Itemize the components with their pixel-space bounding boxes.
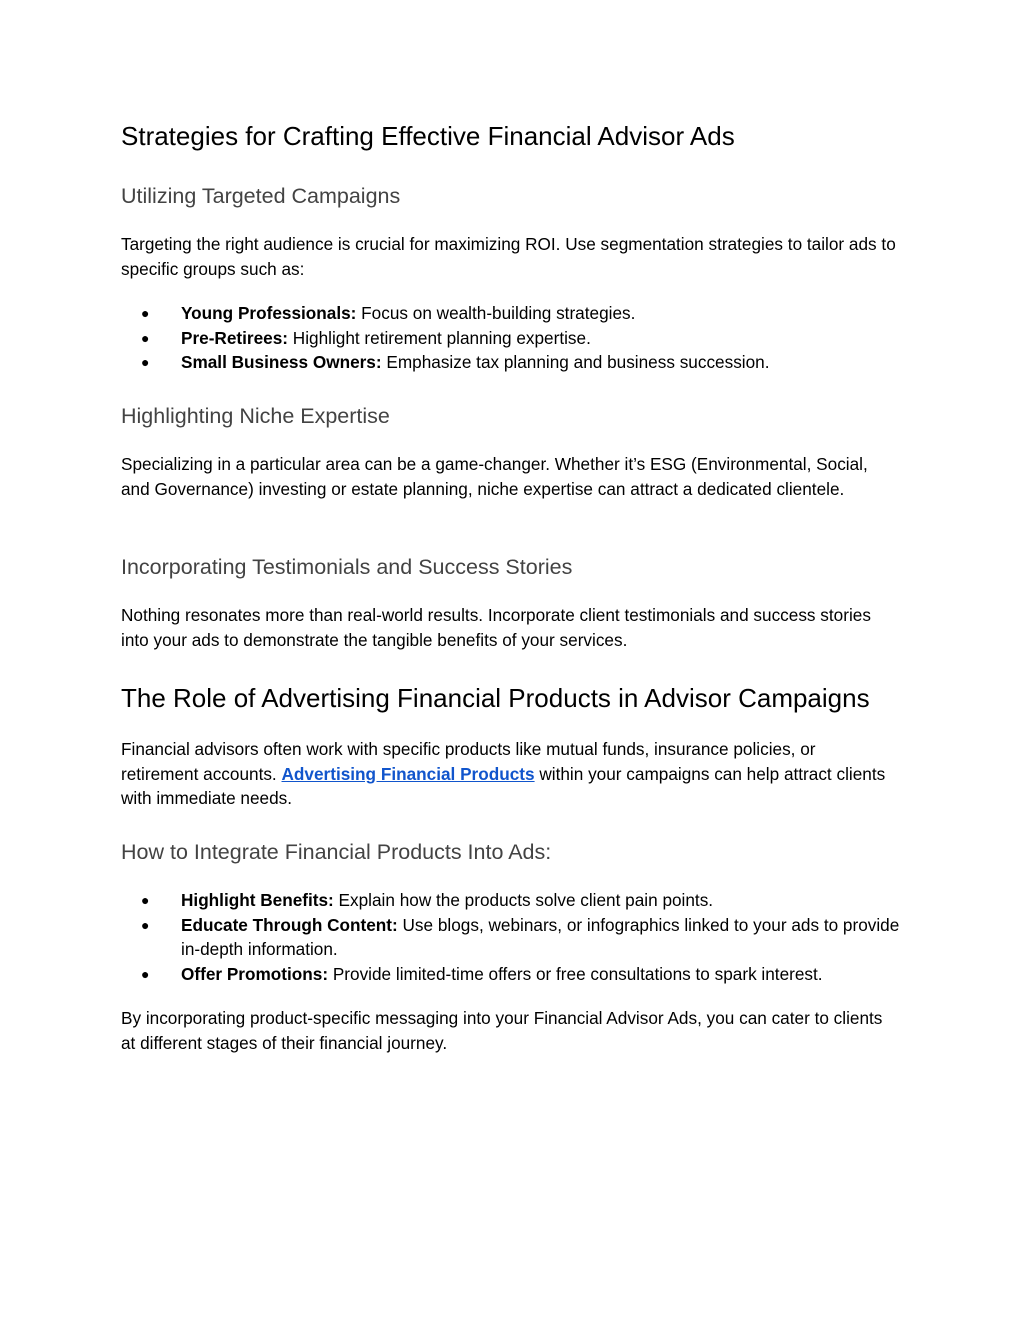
- list-item: [121, 350, 911, 375]
- heading-testimonials: Incorporating Testimonials and Success Stories: [121, 555, 573, 579]
- bullet-icon: ●: [141, 916, 150, 933]
- list-item-text: Explain how the products solve client pain points.: [333, 890, 714, 910]
- list-item-text: Emphasize tax planning and business succession.: [381, 352, 770, 372]
- list-item: [121, 913, 901, 962]
- list-item-label: Educate Through Content:: [181, 914, 398, 935]
- paragraph-testimonials: Nothing resonates more than real-world results. Incorporate client testimonials and success stories into your ads to demonstrate the tangible benefits of your services.: [121, 605, 871, 650]
- paragraph-financial-products: [121, 737, 891, 811]
- list-item-text: Focus on wealth-building strategies.: [356, 303, 636, 323]
- list-item: [121, 326, 911, 351]
- heading-integrate-products: How to Integrate Financial Products Into Ads:: [121, 840, 552, 864]
- paragraph-closing: By incorporating product-specific messaging into your Financial Advisor Ads, you can cater to clients at different stages of their financial journey.: [121, 1008, 883, 1053]
- bullet-icon: ●: [141, 305, 150, 321]
- list-item-text: Use blogs, webinars, or infographics linked to your ads to provide in-depth information.: [181, 914, 900, 959]
- section-title-strategies: Strategies for Crafting Effective Financial Advisor Ads: [121, 121, 735, 151]
- list-item: [121, 301, 911, 326]
- list-item-label: Highlight Benefits:: [181, 890, 334, 910]
- list-item: [121, 962, 901, 987]
- list-item-label: Small Business Owners:: [181, 352, 382, 372]
- heading-niche-expertise: Highlighting Niche Expertise: [121, 404, 390, 428]
- bullet-icon: ●: [141, 965, 150, 982]
- heading-targeted-campaigns: Utilizing Targeted Campaigns: [121, 184, 401, 208]
- bullet-icon: ●: [141, 329, 150, 346]
- advertising-financial-products-link[interactable]: Advertising Financial Products: [281, 763, 535, 784]
- paragraph-text-before: Financial advisors often work with specific products like mutual funds, insurance policies, or retirement accounts.: [121, 739, 816, 784]
- paragraph-targeting: Targeting the right audience is crucial for maximizing ROI. Use segmentation strategies to tailor ads to specific groups such as:: [121, 234, 896, 279]
- list-item: [121, 888, 901, 913]
- paragraph-text-after: within your campaigns can help attract clients with immediate needs.: [121, 763, 886, 808]
- paragraph-niche: Specializing in a particular area can be a game-changer. Whether it’s ESG (Environmental, Social, and Governance) investing or estate planning, niche expertise can attract a dedicated clientele.: [121, 454, 868, 499]
- list-item-text: Highlight retirement planning expertise.: [288, 327, 591, 348]
- list-item-label: Pre-Retirees:: [181, 327, 288, 348]
- integration-list: [121, 888, 901, 986]
- bullet-icon: ●: [141, 892, 150, 908]
- list-item-text: Provide limited-time offers or free consultations to spark interest.: [328, 963, 823, 984]
- audience-list: [121, 301, 911, 375]
- list-item-label: Offer Promotions:: [181, 963, 329, 984]
- list-item-label: Young Professionals:: [181, 303, 357, 323]
- bullet-icon: ●: [141, 354, 150, 370]
- section-title-advertising-role: The Role of Advertising Financial Products in Advisor Campaigns: [121, 683, 870, 713]
